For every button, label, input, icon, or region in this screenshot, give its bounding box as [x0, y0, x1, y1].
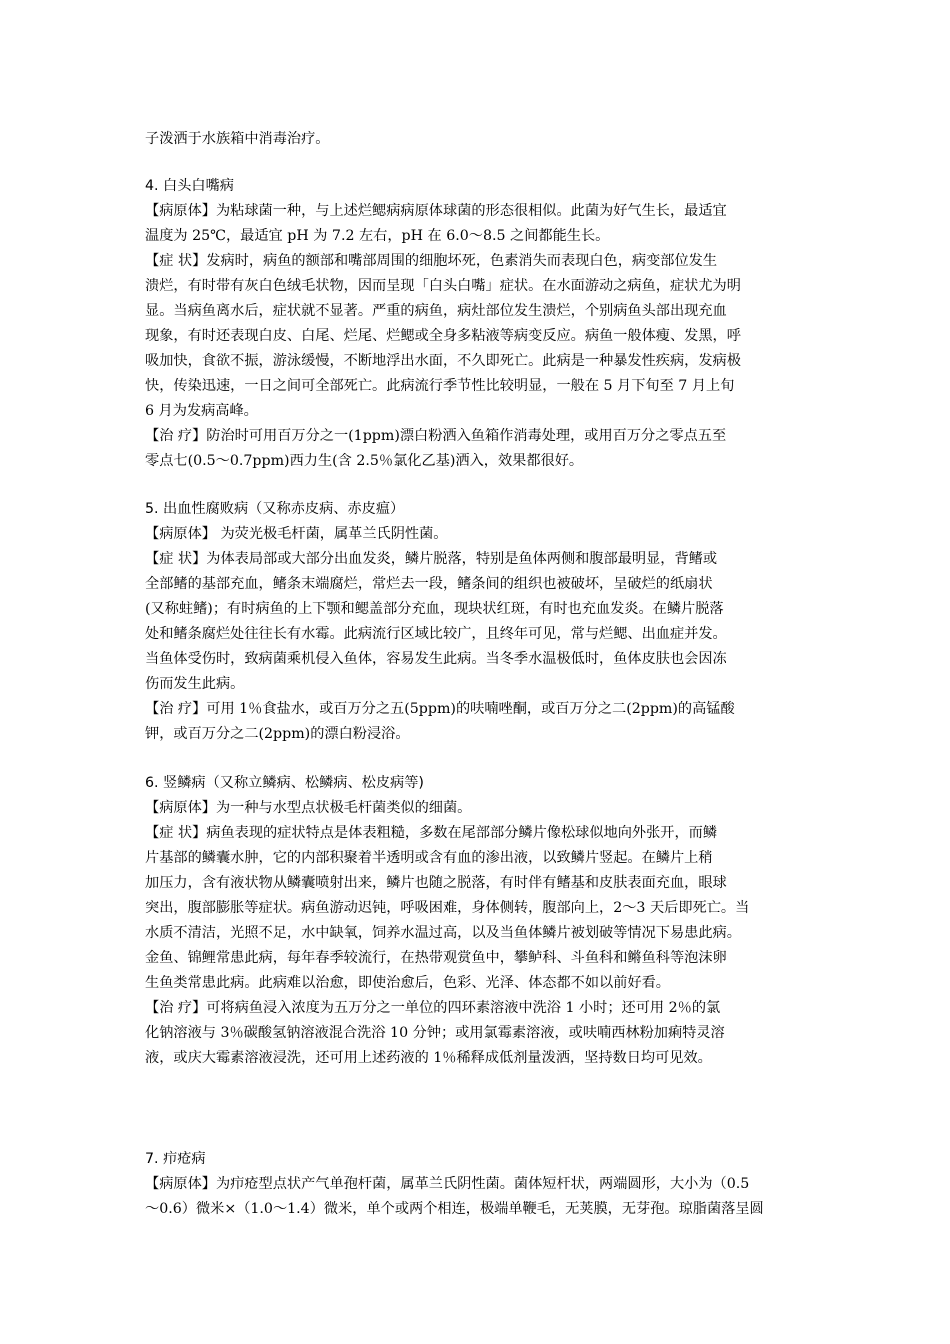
section-7-heading: 7. 疖疮病 [145, 1151, 206, 1167]
section-6-line: 化钠溶液与 3％碳酸氢钠溶液混合洗浴 10 分钟；或用氯霉素溶液，或呋喃西林粉加痢特灵溶 [145, 1025, 725, 1041]
section-4-line: 溃烂，有时带有灰白色绒毛状物，因而呈现「白头白嘴」症状。在水面游动之病鱼，症状尤为明 [145, 278, 741, 294]
section-4-line: 吸加快，食欲不振，游泳缓慢，不断地浮出水面，不久即死亡。此病是一种暴发性疾病，发病极 [145, 353, 741, 369]
section-6-line: 液，或庆大霉素溶液浸洗，还可用上述药液的 1％稀释成低剂量泼洒，坚持数日均可见效。 [145, 1050, 712, 1066]
section-5-line: 当鱼体受伤时，致病菌乘机侵入鱼体，容易发生此病。当冬季水温极低时，鱼体皮肤也会因冻 [145, 651, 727, 667]
section-6-line: 水质不清洁，光照不足，水中缺氧，饲养水温过高，以及当鱼体鳞片被划破等情况下易患此病。 [145, 925, 741, 941]
section-4-line: 零点七(0.5～0.7ppm)西力生(含 2.5％氯化乙基)洒入，效果都很好。 [145, 453, 584, 469]
section-6-line: 金鱼、锦鲤常患此病，每年春季较流行，在热带观赏鱼中，攀鲈科、斗鱼科和鳉鱼科等泡沫卵 [145, 950, 727, 966]
section-5-line: 【治 疗】可用 1％食盐水，或百万分之五(5ppm)的呋喃唑酮，或百万分之二(2ppm)的高锰酸 [145, 701, 735, 717]
section-6-line: 突出，腹部膨胀等症状。病鱼游动迟钝，呼吸困难，身体侧转，腹部向上，2～3 天后即死亡。当 [145, 900, 750, 916]
section-4-line: 【治 疗】防治时可用百万分之一(1ppm)漂白粉洒入鱼箱作消毒处理，或用百万分之零点五至 [145, 428, 727, 444]
section-5-line: 伤而发生此病。 [145, 676, 245, 692]
section-6-line: 【症 状】病鱼表现的症状特点是体表粗糙，多数在尾部部分鳞片像松球似地向外张开，而鳞 [145, 825, 718, 841]
section-4-line: 【症 状】发病时，病鱼的额部和嘴部周围的细胞坏死，色素消失而表现白色，病变部位发生 [145, 253, 718, 269]
section-4-heading: 4. 白头白嘴病 [145, 178, 234, 194]
intro-paragraph: 子泼洒于水族箱中消毒治疗。 [145, 131, 330, 147]
section-4-line: 6 月为发病高峰。 [145, 403, 258, 419]
section-7-line: ～0.6）微米×（1.0～1.4）微米，单个或两个相连，极端单鞭毛，无荚膜，无芽孢。琼脂菌落呈圆 [145, 1201, 764, 1217]
section-5-line: 【症 状】为体表局部或大部分出血发炎，鳞片脱落，特别是鱼体两侧和腹部最明显，背鳍或 [145, 551, 718, 567]
section-6-line: 生鱼类常患此病。此病难以治愈，即使治愈后，色彩、光泽、体态都不如以前好看。 [145, 975, 670, 991]
section-6-line: 加压力，含有液状物从鳞囊喷射出来，鳞片也随之脱落，有时伴有鳍基和皮肤表面充血，眼球 [145, 875, 727, 891]
section-4-line: 温度为 25℃，最适宜 pH 为 7.2 左右，pH 在 6.0～8.5 之间都能生长。 [145, 228, 610, 244]
section-5-line: (又称蛀鳍)；有时病鱼的上下颚和鳃盖部分充血，现块状红斑，有时也充血发炎。在鳞片脱落 [145, 601, 724, 617]
section-4-line: 【病原体】为粘球菌一种，与上述烂鳃病病原体球菌的形态很相似。此菌为好气生长，最适宜 [145, 203, 727, 219]
section-4-line: 快，传染迅速，一日之间可全部死亡。此病流行季节性比较明显，一般在 5 月下旬至 7 月上旬 [145, 378, 735, 394]
section-5-line: 【病原体】 为荧光极毛杆菌，属革兰氏阴性菌。 [145, 526, 448, 542]
section-5-line: 钾，或百万分之二(2ppm)的漂白粉浸浴。 [145, 726, 410, 742]
section-5-line: 全部鳍的基部充血，鳍条末端腐烂，常烂去一段，鳍条间的组织也被破坏，呈破烂的纸扇状 [145, 576, 713, 592]
section-6-heading: 6. 竖鳞病（又称立鳞病、松鳞病、松皮病等) [145, 775, 424, 791]
section-6-line: 【治 疗】可将病鱼浸入浓度为五万分之一单位的四环素溶液中洗浴 1 小时；还可用 2％的氯 [145, 1000, 721, 1016]
section-5-line: 处和鳍条腐烂处往往长有水霉。此病流行区域比较广，且终年可见，常与烂鳃、出血症并发。 [145, 626, 727, 642]
section-6-line: 片基部的鳞囊水肿，它的内部积聚着半透明或含有血的渗出液，以致鳞片竖起。在鳞片上稍 [145, 850, 713, 866]
section-4-line: 显。当病鱼离水后，症状就不显著。严重的病鱼，病灶部位发生溃烂，个别病鱼头部出现充血 [145, 303, 727, 319]
section-7-line: 【病原体】为疖疮型点状产气单孢杆菌，属革兰氏阴性菌。菌体短杆状，两端圆形，大小为（0.5 [145, 1176, 750, 1192]
section-6-line: 【病原体】为一种与水型点状极毛杆菌类似的细菌。 [145, 800, 472, 816]
section-5-heading: 5. 出血性腐败病（又称赤皮病、赤皮瘟） [145, 501, 405, 517]
section-4-line: 现象，有时还表现白皮、白尾、烂尾、烂鳃或全身多粘液等病变反应。病鱼一般体瘦、发黑，呼 [145, 328, 741, 344]
